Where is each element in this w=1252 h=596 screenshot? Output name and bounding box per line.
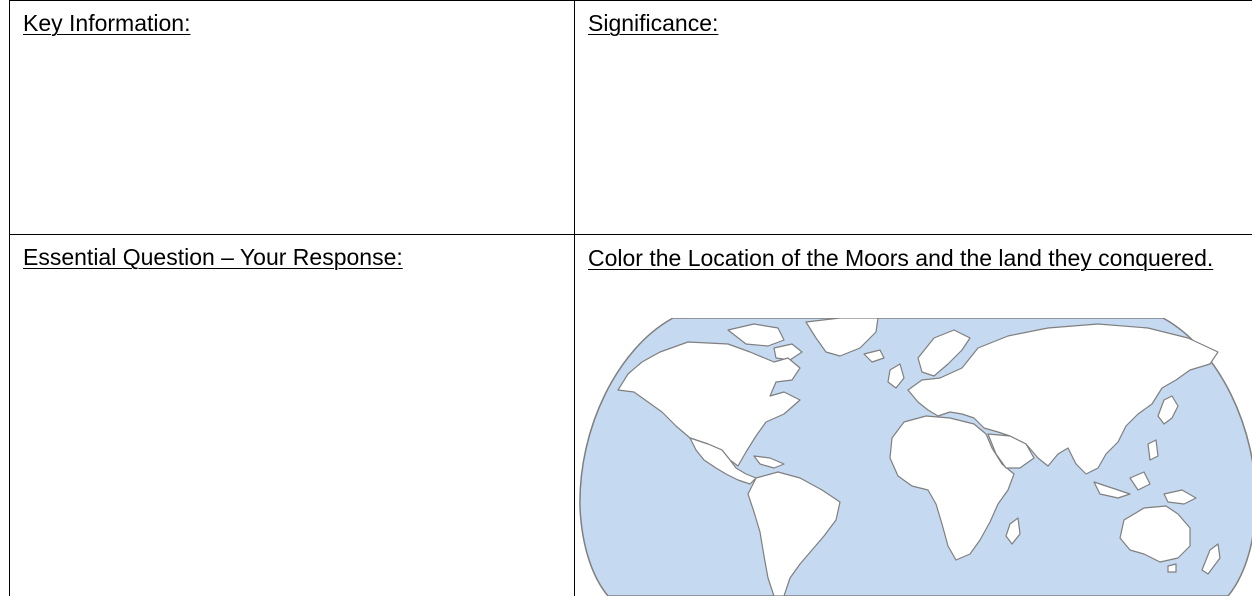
- tasmania-shape: [1168, 564, 1176, 572]
- key-information-cell[interactable]: [10, 1, 574, 234]
- significance-cell[interactable]: [575, 1, 1252, 234]
- significance-label: Significance:: [588, 10, 719, 36]
- map-instruction-label: Color the Location of the Moors and the land they conquered.: [588, 245, 1214, 271]
- key-information-label: Key Information:: [23, 10, 191, 36]
- world-map-icon[interactable]: [578, 318, 1252, 596]
- southeast-asia-islands-shape: [1148, 440, 1158, 460]
- essential-question-cell[interactable]: [10, 235, 574, 596]
- essential-question-label: Essential Question – Your Response:: [23, 244, 403, 270]
